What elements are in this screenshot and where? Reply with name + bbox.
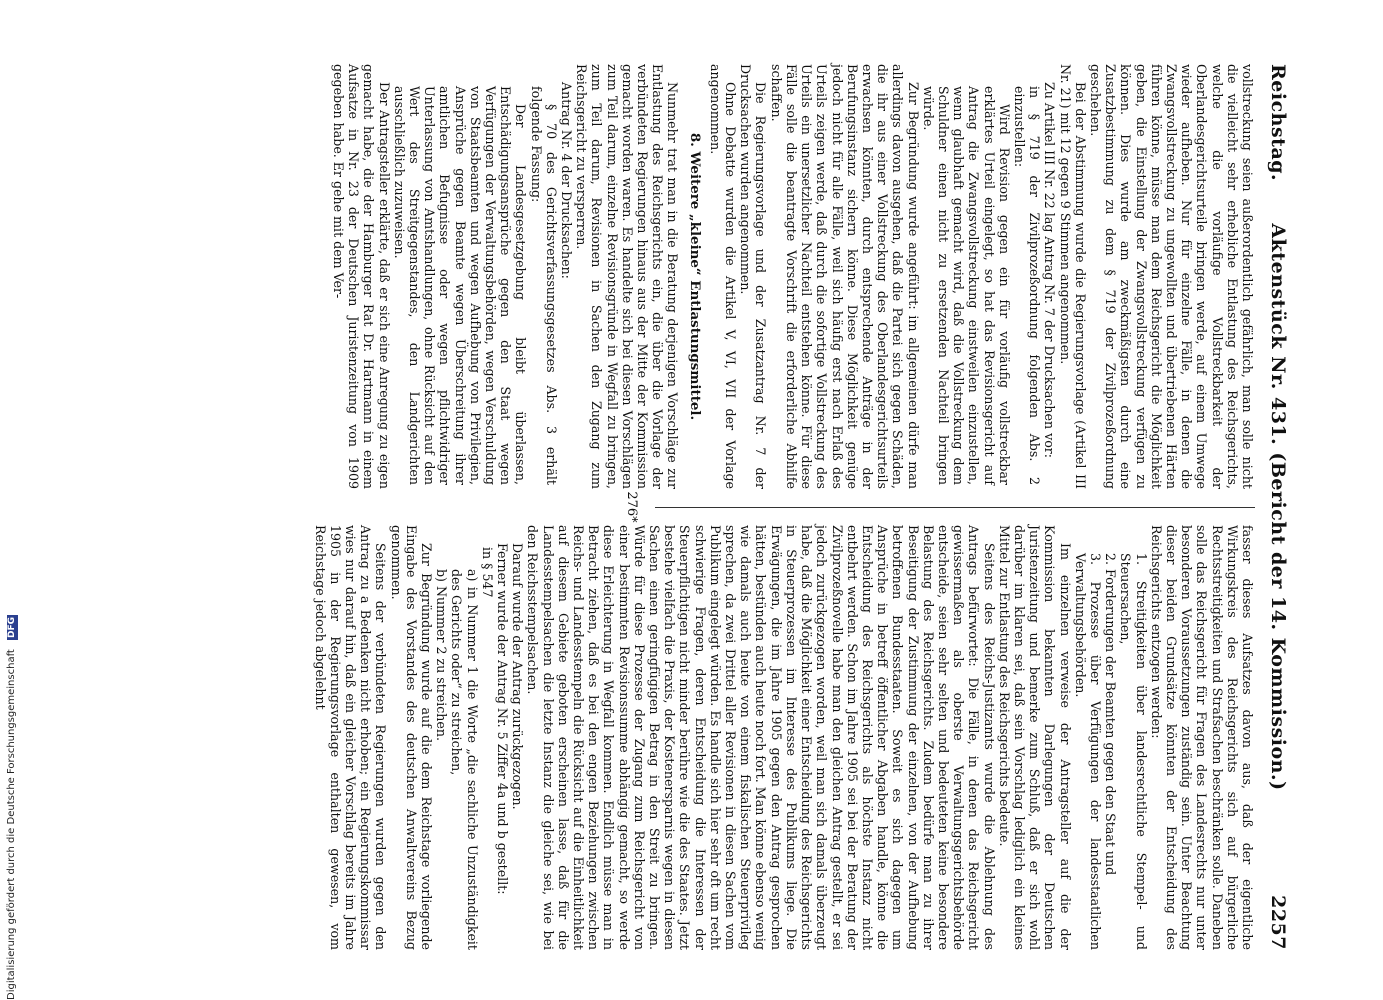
left-column — [331, 64, 1255, 489]
list-item: 2. Forderungen der Beamten gegen den Staat und — [1103, 553, 1119, 876]
quoted-motion-text: Wird Revision gegen ein für vorläufig vollstreckbar erklärtes Urteil eingelegt, so hat das Revisionsgericht auf Antrag die Zwangsvollstreckung einstweilen einzustellen, wenn glaubhaft gemacht wird, daß die Vollstreckung dem Schuldner einen nicht zu ersetzenden Nachteil bringen würde. — [920, 86, 1012, 485]
credit-text: Digitalisierung gefördert durch die Deutsche Forschungsgemeinschaft — [6, 649, 17, 1000]
paragraph: Im einzelnen verweise der Antragsteller auf die der Kommission bekannten Darlegungen der Deutschen Juristenzeitung und bemerke zum Schluß, daß er sich wohl darüber im klaren sei, daß sein Vorschlag lediglich ein kleines Mittel zur Entlastung des Reichsgerichts bedeute. — [996, 525, 1073, 950]
paragraph: Bei der Abstimmung wurde die Regierungsvorlage (Artikel III Nr. 21) mit 12 gegen 9 Stimmen angenommen. — [1057, 64, 1088, 489]
page-number: 2257 — [1267, 895, 1289, 950]
paragraph: Nunmehr trat man in die Beratung derjenigen Vorschläge zur Entlastung des Reichsgerichts ein, die über die Vorlage der verbündeten Regierungen hinaus aus der Mitte der Kommission gemacht worden waren. Es handelte sich bei diesen Vorschlägen zum Teil darum, einzelne Revisionsgründe in Wegfall zu bringen, zum Teil darum, Revisionen in Sachen den Zugang zum Reichsgericht zu versperren. — [574, 64, 681, 489]
section-heading: 8. Weitere „kleine“ Entlastungsmittel. — [686, 132, 703, 421]
paragraph: Ferner wurde der Antrag Nr. 5 Ziffer 4a und b gestellt: — [495, 543, 511, 895]
header-commission: (Bericht der 14. Kommission.) — [1267, 452, 1289, 791]
paragraph: Zur Begründung wurde angeführt: im allgemeinen dürfe man allerdings davon ausgehen, daß die Partei sich gegen Schäden, die ihr aus einer Vollstreckung des Oberlandesgerichtsurteils erwachsen könnten, durch entsprechende Anträge in der Berufungsinstanz sichern könne. Diese Möglichkeit genüge jedoch nicht für alle Fälle, weil sich häufig erst nach Erlaß des Urteils zeigen werde, daß durch die sofortige Vollstreckung des Urteils ein unersetzlicher Nachteil entstehen könne. Für diese Fälle solle die beantragte Vorschrift die erforderliche Abhilfe schaffen. — [768, 64, 921, 489]
quoted-motion: in § 547 — [479, 547, 495, 598]
right-column — [312, 525, 1255, 950]
list-item: 3. Prozesse über Verfügungen der landesstaatlichen Verwaltungsbehörden. — [1072, 553, 1103, 950]
rotated-document-page — [312, 64, 1291, 950]
paragraph: Ohne Debatte wurden die Artikel V, VI, VII der Vorlage angenommen. — [707, 64, 739, 489]
paragraph: Seitens des Reichs-Justizamts wurde die Ablehnung des Antrags befürwortet: Die Fälle, in denen das Reichsgericht gewissermaßen als oberste Verwaltungsgerichtsbehörde entscheide, seien sehr selten und bedeuteten keine besondere Belastung des Reichsgerichts. Zudem bedürfe man zu ihrer Beseitigung der Zustimmung der einzelnen, von der Aufhebung betroffenen Bundesstaaten. Soweit es sich dagegen um Ansprüche in betreff öffentlicher Abgaben handle, könne die Entscheidung des Reichsgerichts als höchste Instanz nicht entbehrt werden. Schon im Jahre 1905 sei bei der Beratung der Zivilprozeßnovelle habe man den gleichen Antrag gestellt, er sei jedoch zurückgezogen worden, weil man sich damals überzeugt habe, daß die Möglichkeit einer Entscheidung des Reichsgerichts in Steuerprozessen im Interesse des Publikums liege. Die Erwägungen, die im Jahre 1905 gegen den Antrag gesprochen hätten, bestünden auch heute noch fort. Man könne ebenso wenig wie damals auch heute von einem fiskalischen Steuerprivileg sprechen, da zwei Drittel aller Revisionen in diesen Sachen vom Publikum eingelegt würden. Es handle sich hier sehr oft um recht schwierige Fragen, deren Entscheidung die Interessen der Steuerpflichtigen nicht minder berühre wie die des Staates. Jetzt bestehe vielfach die Praxis, der Kostenersparnis wegen in diesen Sachen einen geringfügigen Betrag in den Streit zu bringen. Würde für diese Prozesse der Zugang zum Reichsgericht von einer bestimmten Revisionssumme abhängig gemacht, so werde diese Erleichterung in Wegfall kommen. Endlich müsse man in Betracht ziehen, daß es bei den engen Beziehungen zwischen Reichs- und Landesstempeln die Rücksicht auf die Einheitlichkeit auf diesem Gebiete geboten erscheinen lasse, daß für die Landesstempelsachen die letzte Instanz die gleiche sei, wie bei den Reichsstempelsachen. — [525, 525, 997, 950]
page-header — [1261, 64, 1291, 950]
quoted-motion: in § 719 der Zivilprozeßordnung folgenden Abs. 2 einzustellen: — [1011, 86, 1043, 485]
paragraph: Zur Begründung wurde auf die dem Reichstage vorliegende Eingabe des Vorstandes des deutschen Anwaltvereins Bezug genommen. — [388, 525, 435, 950]
paragraph: Die Regierungsvorlage und der Zusatzantrag Nr. 7 der Drucksachen wurden angenommen. — [738, 64, 769, 489]
digitization-credit — [6, 0, 18, 1000]
quoted-motion-text: Der Landesgesetzgebung bleibt überlassen, Entschädigungsansprüche gegen den Staat wegen Verfügungen der Verwaltungsbehörden, wegen Verschuldung von Staatsbeamten und wegen Aufhebung von Privilegien, Ansprüche gegen Beamte wegen Überschreitung ihrer amtlichen Befugnisse oder wegen pflichtwidriger Unterlassung von Amtshandlungen, ohne Rücksicht auf den Wert des Streitgegenstandes, den Landgerichten ausschließlich zuzuweisen. — [391, 86, 529, 485]
quoted-motion: § 70 des Gerichtsverfassungsgesetzes Abs. 3 erhält folgende Fassung: — [528, 86, 559, 485]
paragraph: vollstreckung seien außerordentlich gefährlich, man solle nicht die vielleicht sehr erhebliche Entlastung des Reichsgerichts, welche die vorläufige Vollstreckbarkeit der Oberlandesgerichtsurteile bringen werde, auf einem Umwege wieder aufheben. Nur für einzelne Fälle, in denen die Zwangsvollstreckung zu ungewollten und übertriebenen Härten führen könne, müsse man dem Reichsgericht die Möglichkeit geben, die Einstellung der Zwangsvollstreckung verfügen zu können. Dies wurde am zweckmäßigsten durch eine Zusatzbestimmung zu dem § 719 der Zivilprozeßordnung geschehen. — [1087, 64, 1255, 489]
column-divider — [655, 507, 1255, 508]
header-left: Reichstag. — [1267, 64, 1289, 182]
paragraph: Darauf wurde der Antrag zurückgezogen. — [510, 543, 526, 810]
paragraph: Der Antragsteller erklärte, daß er sich eine Anregung zu eigen gemacht habe, die der Hamburger Rat Dr. Hartmann in einem Aufsatze in Nr. 23 der Deutschen Juristenzeitung von 1909 gegeben habe. Er gehe mit dem Ver- — [331, 64, 392, 489]
list-item: a) in Nummer 1 die Worte „die sachliche Unzuständigkeit des Gerichts oder“ zu streichen, — [449, 569, 480, 950]
paragraph: Seitens der verbündeten Regierungen wurden gegen den Antrag zu a Bedenken nicht erhoben; ein Regierungskommissar wies nur darauf hin, daß ein gleicher Vorschlag bereits im Jahre 1905 in der Regierungsvorlage enthalten gewesen, vom Reichstage jedoch abgelehnt — [312, 525, 389, 950]
header-document-number: Aktenstück Nr. 431. — [1267, 223, 1289, 446]
paragraph: fasser dieses Aufsatzes davon aus, daß der eigentliche Wirkungskreis des Reichsgerichts sich auf bürgerliche Rechtsstreitigkeiten und Strafsachen beschränken solle. Daneben solle das Reichsgericht für Fragen des Landesrechts nur unter besonderen Voraussetzungen zuständig sein. Unter Beachtung dieser beiden Grundsätze könnten der Entscheidung des Reichsgerichts entzogen werden: — [1148, 525, 1255, 950]
dfg-logo: DFG — [7, 616, 17, 638]
paragraph: Antrag Nr. 4 der Drucksachen: — [559, 82, 575, 279]
header-center — [1267, 64, 1289, 950]
signature-number: 276* — [624, 491, 639, 523]
list-item: 1. Streitigkeiten über landesrechtliche Stempel- und Steuersachen, — [1118, 553, 1149, 950]
paragraph: Zu Artikel III Nr. 22 lag Antrag Nr. 7 der Drucksachen vor: — [1042, 82, 1058, 459]
list-item: b) Nummer 2 zu streichen. — [434, 569, 450, 741]
